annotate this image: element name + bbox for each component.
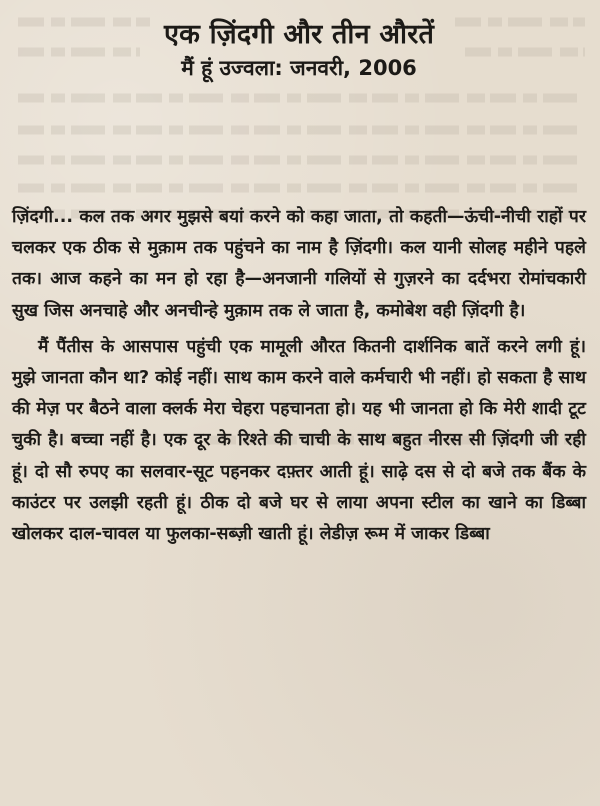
paragraph: ज़िंदगी... कल तक अगर मुझसे बयां करने को कहा जाता, तो कहती—ऊंची-नीची राहों पर चलकर एक ठीक से मुक़ाम तक पहुंचने का नाम है ज़िंदगी। कल यानी सोलह महीने पहले तक। आज कहने का मन हो रहा है—अनजानी गलियों से गुज़रने का दर्दभरा रोमांचकारी सुख जिस अनचाहे और अनचीन्हे मुक़ाम तक ले जाता है, कमोबेश वही ज़िंदगी है।	[12, 207, 586, 321]
chapter-body	[12, 202, 586, 550]
chapter-title: एक ज़िंदगी और तीन औरतें	[163, 19, 435, 50]
paragraph: मैं पैंतीस के आसपास पहुंची एक मामूली औरत कितनी दार्शनिक बातें करने लगी हूं। मुझे जानता कौन था? कोई नहीं। साथ काम करने वाले कर्मचारी भी नहीं। हो सकता है साथ की मेज़ पर बैठने वाला क्लर्क मेरा चेहरा पहचानता हो। यह भी जानता हो कि मेरी शादी टूट चुकी है। बच्चा नहीं है। एक दूर के रिश्ते की चाची के साथ बहुत नीरस सी ज़िंदगी जी रही हूं। दो सौ रुपए का सलवार-सूट पहनकर दफ़्तर आती हूं। साढ़े दस से दो बजे तक बैंक के काउंटर पर उलझी रहती हूं। ठीक दो बजे घर से लाया अपना स्टील का खाने का डिब्बा खोलकर दाल-चावल या फुलका-सब्ज़ी खाती हूं। लेडीज़ रूम में जाकर डिब्बा	[12, 336, 586, 545]
chapter-header	[12, 18, 586, 82]
chapter-subtitle: मैं हूं उज्वला: जनवरी, 2006	[181, 56, 417, 80]
